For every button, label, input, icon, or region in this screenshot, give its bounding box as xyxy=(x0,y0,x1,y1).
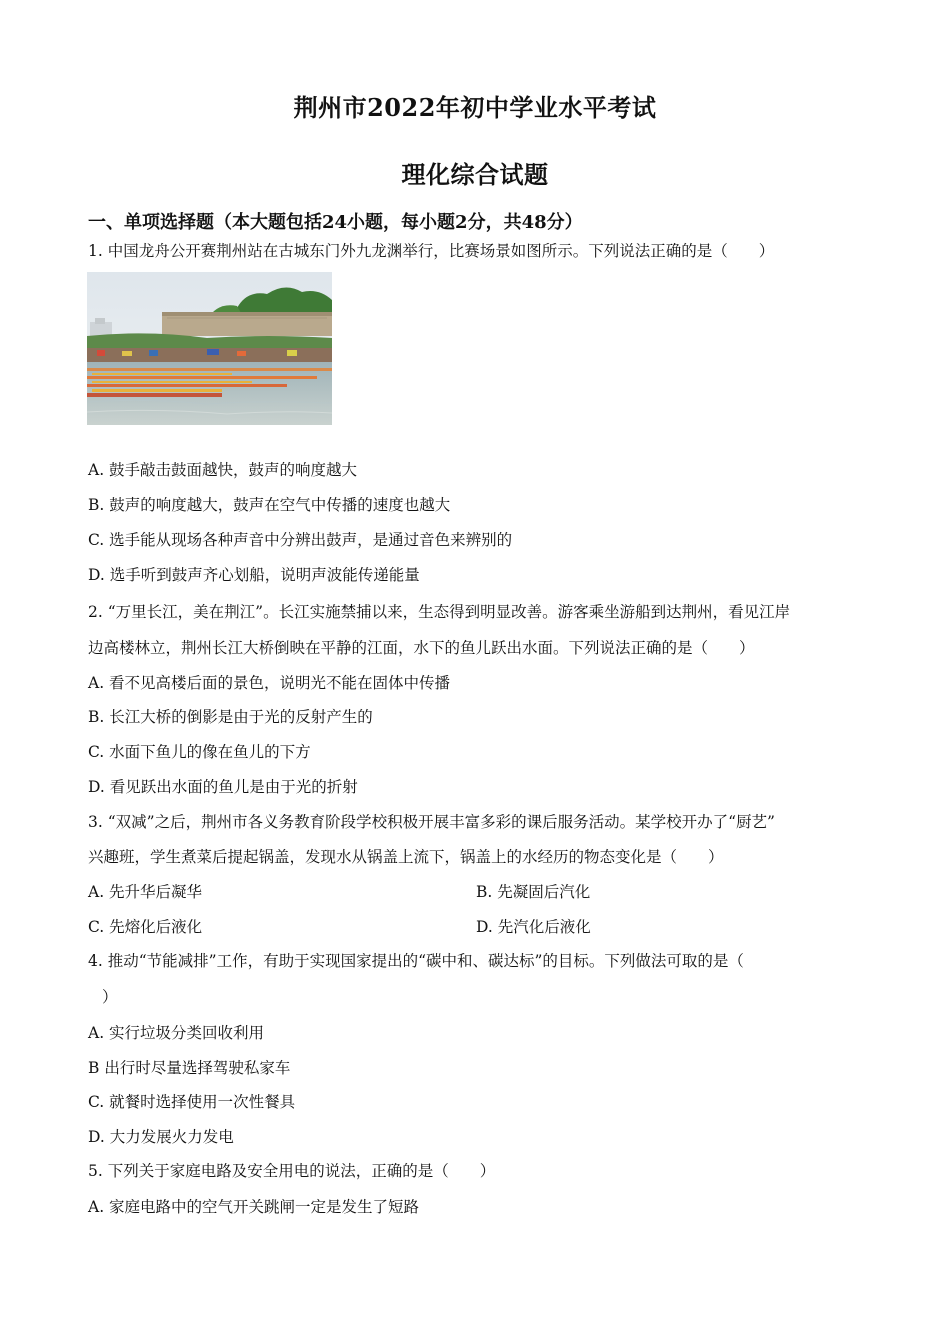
question-4-option-b: B 出行时尽量选择驾驶私家车 xyxy=(88,1059,291,1077)
question-4-option-d: D. 大力发展火力发电 xyxy=(88,1128,234,1146)
question-4-option-c: C. 就餐时选择使用一次性餐具 xyxy=(88,1093,296,1111)
question-1-option-b: B. 鼓声的响度越大，鼓声在空气中传播的速度也越大 xyxy=(88,496,451,514)
question-2-stem-line2: 边高楼林立，荆州长江大桥倒映在平静的江面，水下的鱼儿跃出水面。下列说法正确的是（ ） xyxy=(88,639,755,657)
question-1-stem: 1. 中国龙舟公开赛荆州站在古城东门外九龙渊举行，比赛场景如图所示。下列说法正确的是（ ） xyxy=(88,242,775,260)
question-4-stem-line1: 4. 推动“节能减排”工作，有助于实现国家提出的“碳中和、碳达标”的目标。下列做法可取的是（ xyxy=(88,952,744,970)
section-heading: 一、单项选择题（本大题包括24小题，每小题2分，共48分） xyxy=(88,212,583,233)
question-3-stem-line2: 兴趣班，学生煮菜后提起锅盖，发现水从锅盖上流下，锅盖上的水经历的物态变化是（ ） xyxy=(88,848,724,866)
question-3-option-b: B. 先凝固后汽化 xyxy=(476,883,591,901)
question-4-stem-line2: ） xyxy=(102,988,118,1006)
question-3-option-a: A. 先升华后凝华 xyxy=(88,883,203,901)
question-3-stem-line1: 3. “双减”之后，荆州市各义务教育阶段学校积极开展丰富多彩的课后服务活动。某学校开办了“厨艺” xyxy=(88,813,775,831)
question-5-stem: 5. 下列关于家庭电路及安全用电的说法，正确的是（ ） xyxy=(88,1162,496,1180)
question-2-option-b: B. 长江大桥的倒影是由于光的反射产生的 xyxy=(88,708,373,726)
exam-subtitle: 理化综合试题 xyxy=(401,160,549,189)
question-1-option-c: C. 选手能从现场各种声音中分辨出鼓声，是通过音色来辨别的 xyxy=(88,531,513,549)
exam-title: 荆州市2022年初中学业水平考试 xyxy=(293,93,657,122)
question-2-option-c: C. 水面下鱼儿的像在鱼儿的下方 xyxy=(88,743,311,761)
question-3-option-c: C. 先熔化后液化 xyxy=(88,918,203,936)
question-1-option-a: A. 鼓手敲击鼓面越快，鼓声的响度越大 xyxy=(88,461,358,479)
question-2-stem-line1: 2. “万里长江，美在荆江”。长江实施禁捕以来，生态得到明显改善。游客乘坐游船到达荆州，看见江岸 xyxy=(88,603,791,621)
question-2-option-a: A. 看不见高楼后面的景色，说明光不能在固体中传播 xyxy=(88,674,451,692)
question-1-option-d: D. 选手听到鼓声齐心划船，说明声波能传递能量 xyxy=(88,566,420,584)
dragon-boat-photo xyxy=(87,272,332,425)
question-5-option-a: A. 家庭电路中的空气开关跳闸一定是发生了短路 xyxy=(88,1198,420,1216)
question-4-option-a: A. 实行垃圾分类回收利用 xyxy=(88,1024,265,1042)
question-2-option-d: D. 看见跃出水面的鱼儿是由于光的折射 xyxy=(88,778,358,796)
question-3-option-d: D. 先汽化后液化 xyxy=(476,918,591,936)
